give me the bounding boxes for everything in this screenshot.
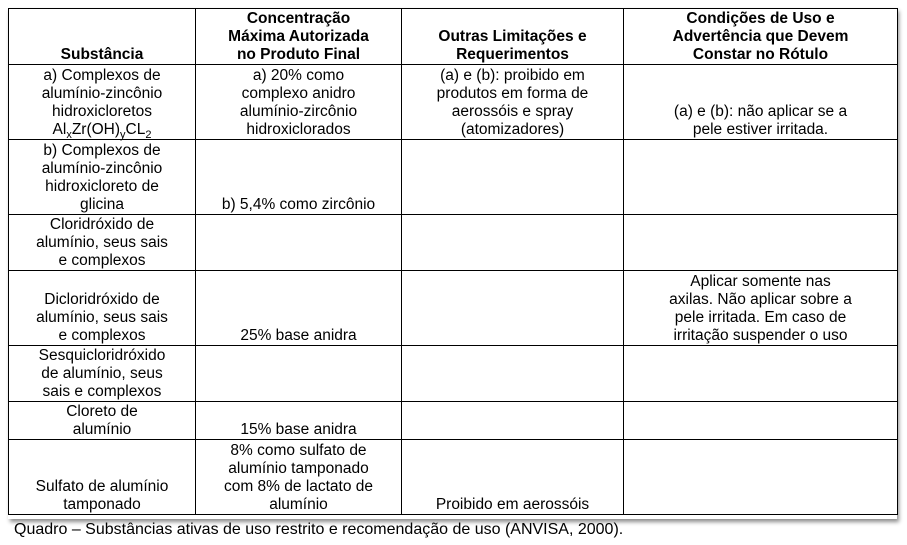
cell-line: alumínio-zincônio (41, 85, 163, 102)
cell-line: hidroxicloreto de (45, 178, 159, 195)
cell-line: 25% base anidra (240, 327, 357, 344)
cell-line: alumínio-zircônio (239, 103, 358, 120)
cell-line: Dicloridróxido de (44, 291, 160, 308)
cell-line: Cloreto de (66, 403, 138, 420)
cell-condicoes (624, 140, 898, 215)
cell-line: hidroxiclorados (246, 121, 351, 138)
cell-line: Proibido em aerossóis (435, 496, 590, 513)
cell-line: e complexos (58, 327, 146, 344)
cell-substancia (9, 402, 196, 440)
cell-line: Aplicar somente nas (690, 273, 831, 290)
cell-condicoes (624, 215, 898, 271)
table-row (9, 440, 898, 515)
table-row (9, 271, 898, 346)
table-row (9, 402, 898, 440)
header-outras-line1: Outras Limitações e (438, 28, 587, 45)
cell-outras (402, 65, 624, 140)
cell-substancia (9, 215, 196, 271)
cell-line: (a) e (b): proibido em (440, 67, 585, 84)
cell-concentracao (196, 402, 402, 440)
cell-line: produtos em forma de (436, 85, 589, 102)
cell-condicoes (624, 65, 898, 140)
cell-line: alumínio (269, 496, 328, 513)
header-substancia (9, 9, 196, 65)
header-condicoes-line3: Constar no Rótulo (692, 46, 829, 63)
cell-substancia (9, 346, 196, 402)
cell-line: pele irritada. Em caso de (674, 309, 847, 326)
cell-line: complexo anidro (241, 85, 356, 102)
substances-table (8, 8, 898, 515)
cell-line: alumínio, seus sais (36, 234, 168, 251)
header-concentracao (196, 9, 402, 65)
cell-concentracao (196, 346, 402, 402)
cell-line: a) 20% como (252, 67, 345, 84)
header-row (9, 9, 898, 65)
cell-substancia (9, 140, 196, 215)
cell-line: alumínio, seus sais (36, 309, 168, 326)
cell-condicoes (624, 440, 898, 515)
header-outras-line2: Requerimentos (456, 46, 569, 63)
header-condicoes-line2: Advertência que Devem (672, 28, 849, 45)
table-row (9, 346, 898, 402)
cell-line: e complexos (58, 252, 146, 269)
cell-line: com 8% de lactato de (223, 478, 374, 495)
cell-concentracao (196, 140, 402, 215)
table-frame (8, 8, 897, 519)
cell-concentracao (196, 215, 402, 271)
cell-line: tamponado (63, 496, 141, 513)
cell-condicoes (624, 271, 898, 346)
cell-line: pele estiver irritada. (692, 121, 829, 138)
header-condicoes-line1: Condições de Uso e (686, 10, 835, 27)
cell-outras (402, 271, 624, 346)
cell-line: 8% como sulfato de (230, 442, 367, 459)
cell-outras (402, 402, 624, 440)
cell-outras (402, 440, 624, 515)
chemical-formula (12, 121, 192, 142)
cell-outras (402, 140, 624, 215)
header-outras (402, 9, 624, 65)
header-concentracao-line2: Máxima Autorizada (228, 28, 369, 45)
cell-line: hidroxicloretos (52, 103, 152, 120)
cell-line: b) Complexos de (43, 142, 161, 159)
cell-concentracao (196, 65, 402, 140)
cell-outras (402, 215, 624, 271)
cell-line: aerossóis e spray (451, 103, 574, 120)
cell-line: alumínio-zincônio (41, 160, 163, 177)
cell-line: axilas. Não aplicar sobre a (669, 291, 852, 308)
cell-condicoes (624, 402, 898, 440)
table-row (9, 65, 898, 140)
cell-line: a) Complexos de (43, 67, 161, 84)
formula-subscript: y (120, 129, 126, 142)
header-concentracao-line1: Concentração (246, 10, 351, 27)
formula-part: Al (52, 121, 67, 138)
cell-line: de alumínio, seus (41, 365, 163, 382)
cell-outras (402, 346, 624, 402)
cell-line: b) 5,4% como zircônio (221, 196, 376, 213)
cell-condicoes (624, 346, 898, 402)
cell-substancia (9, 440, 196, 515)
cell-line: glicina (80, 196, 124, 213)
cell-line: Sesquicloridróxido (38, 347, 166, 364)
cell-line: 15% base anidra (240, 421, 357, 438)
table-caption: Quadro – Substâncias ativas de uso restrito e recomendação de uso (ANVISA, 2000). (14, 521, 624, 538)
header-condicoes (624, 9, 898, 65)
cell-line: alumínio (72, 421, 132, 438)
header-substancia-text: Substância (60, 46, 144, 63)
header-concentracao-line3: no Produto Final (236, 46, 361, 63)
formula-subscript: 2 (145, 129, 152, 142)
formula-part: CL (125, 121, 146, 138)
formula-subscript: x (66, 129, 72, 142)
cell-line: (a) e (b): não aplicar se a (673, 103, 848, 120)
cell-concentracao (196, 271, 402, 346)
table-row (9, 140, 898, 215)
table-row (9, 215, 898, 271)
cell-line: (atomizadores) (460, 121, 565, 138)
cell-line: Cloridróxido de (49, 216, 155, 233)
cell-line: irritação suspender o uso (673, 327, 848, 344)
cell-concentracao (196, 440, 402, 515)
cell-substancia (9, 271, 196, 346)
cell-substancia (9, 65, 196, 140)
formula-part: Zr(OH) (71, 121, 121, 138)
cell-line: Sulfato de alumínio (35, 478, 169, 495)
cell-line: alumínio tamponado (228, 460, 369, 477)
cell-line: sais e complexos (42, 383, 162, 400)
